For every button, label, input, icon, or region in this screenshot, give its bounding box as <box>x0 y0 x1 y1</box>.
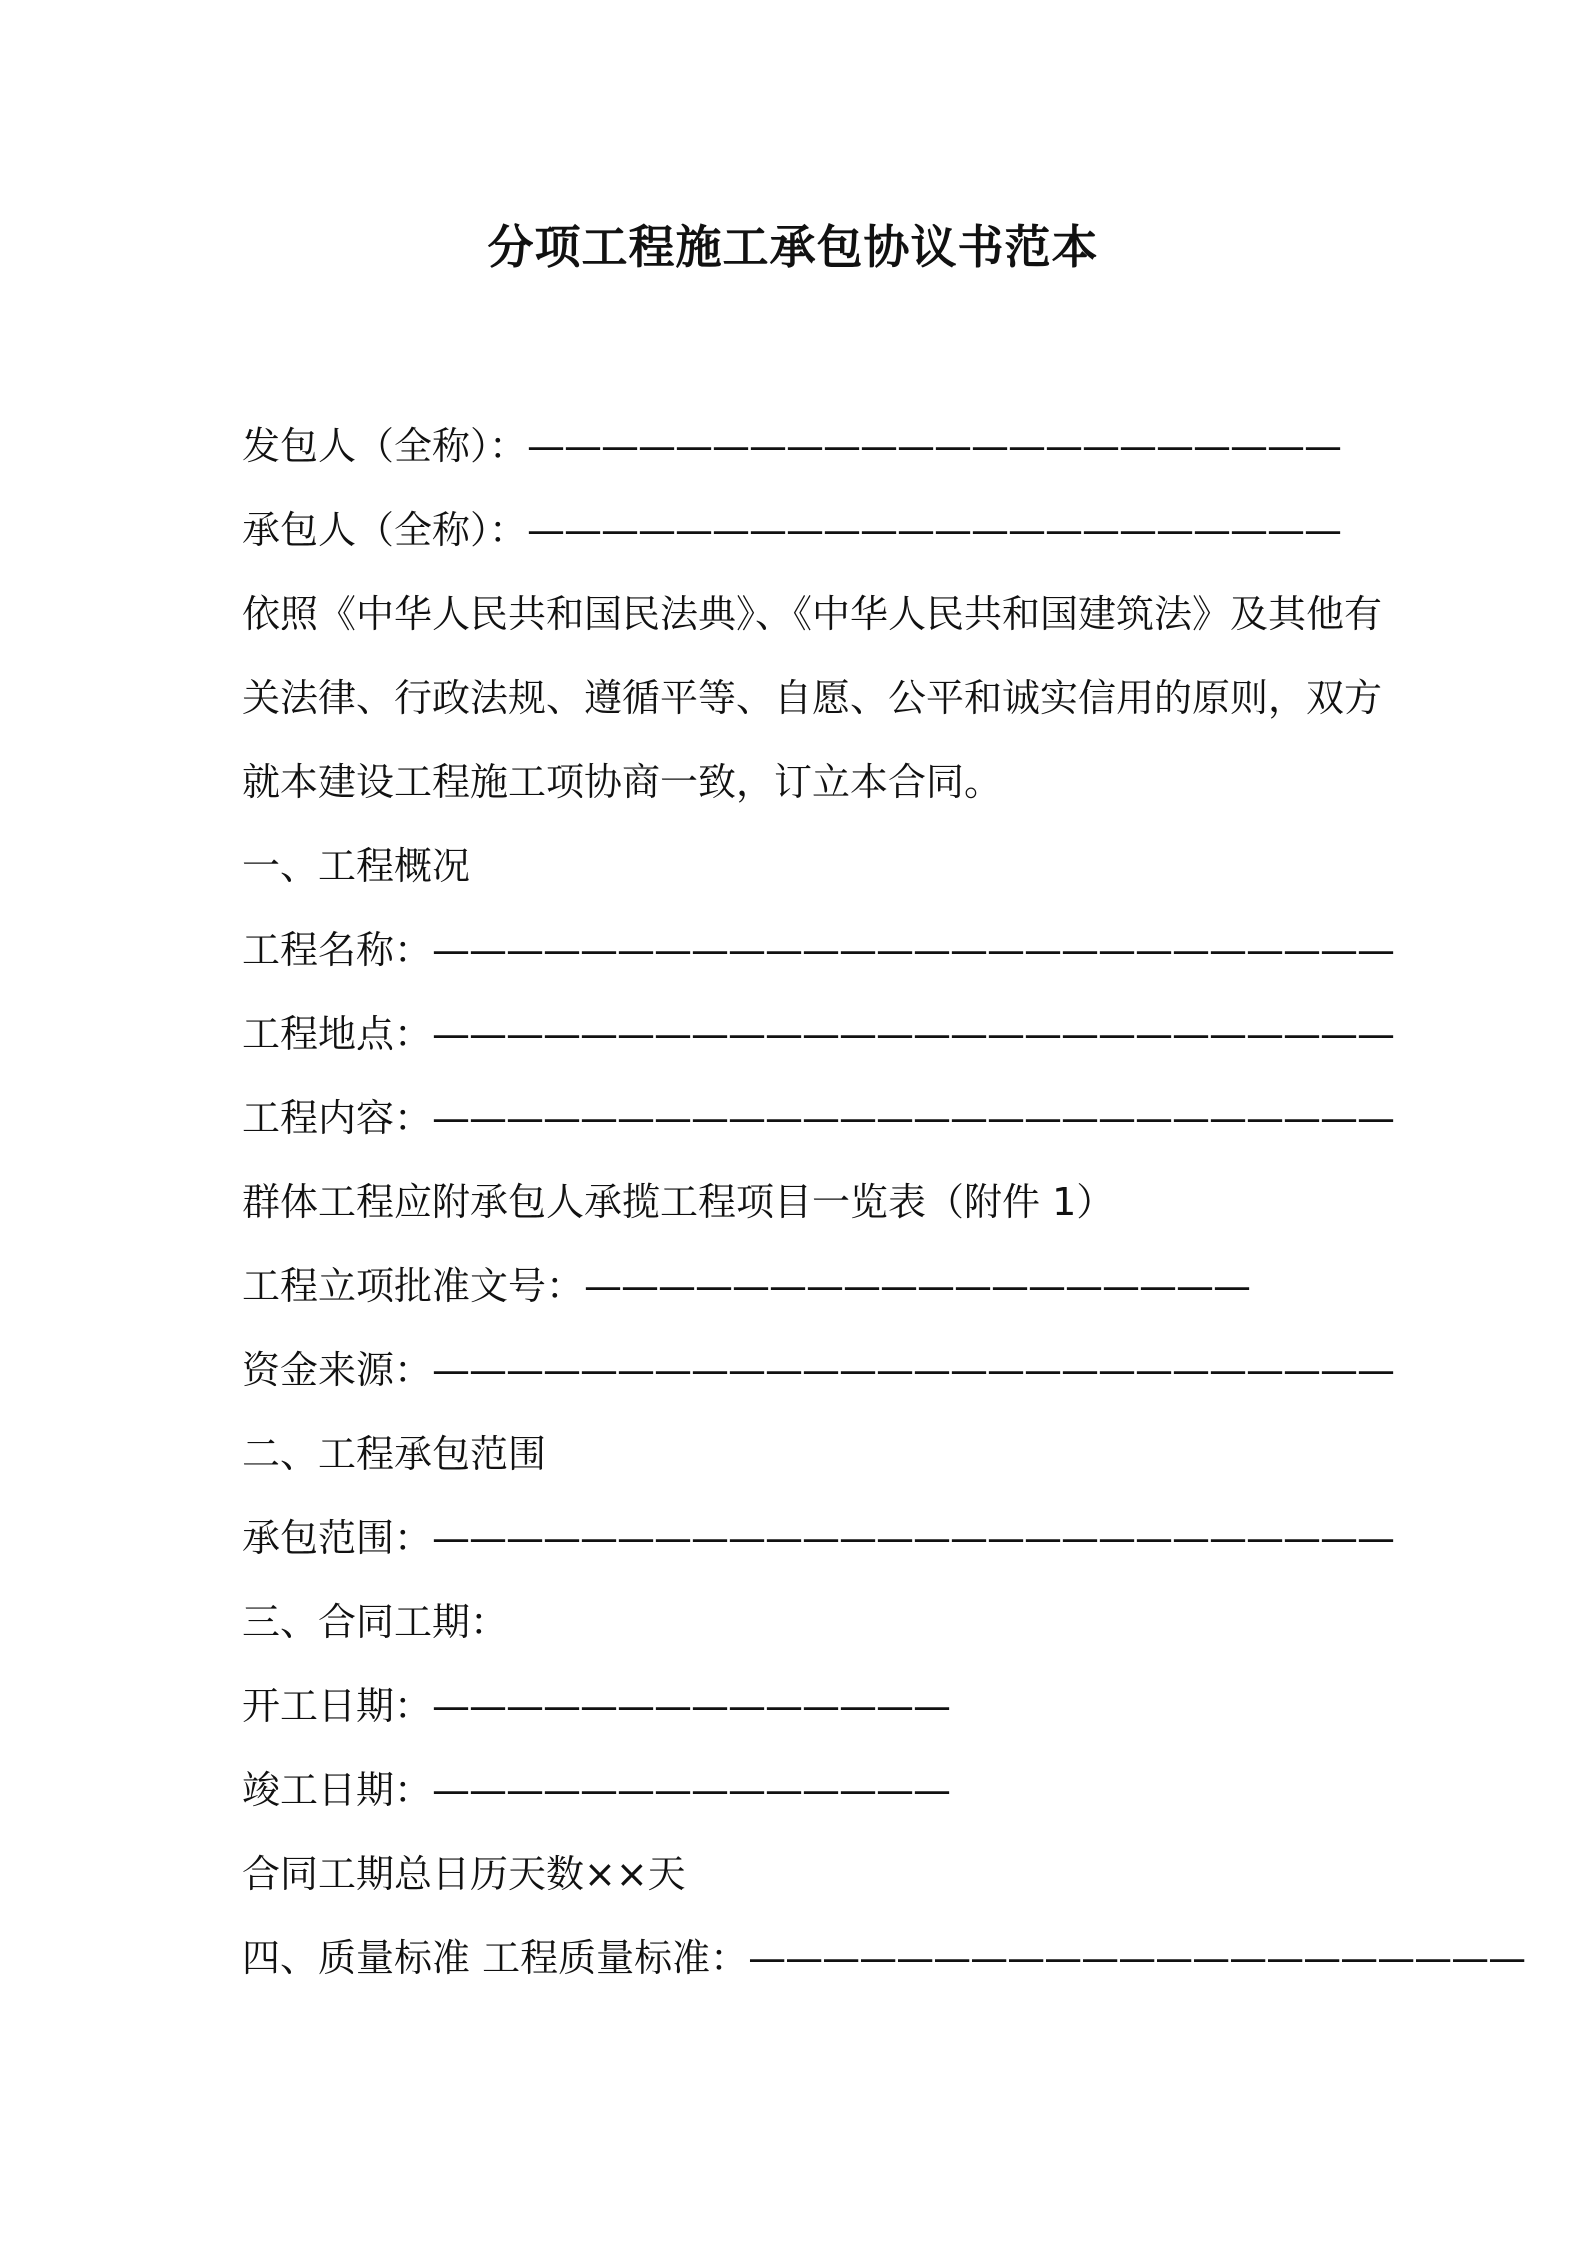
line-label: 工程立项批准文号： <box>242 1264 585 1308</box>
blank-fill: ————————————————————— <box>748 1936 1526 1980</box>
line-label: 开工日期： <box>242 1684 433 1728</box>
line-label: 关法律、行政法规、遵循平等、自愿、公平和诚实信用的原则，双方 <box>242 676 1383 720</box>
blank-fill: —————————————————————————— <box>432 1348 1395 1392</box>
paragraph-line <box>242 656 1383 740</box>
paragraph-line <box>242 1832 1358 1916</box>
blank-fill: —————————————————————————— <box>432 1012 1395 1056</box>
blank-fill: —————————————————————————— <box>432 928 1395 972</box>
section-heading <box>242 824 1358 908</box>
paragraph-line <box>242 572 1383 656</box>
document-title: 分项工程施工承包协议书范本 <box>487 220 1099 274</box>
blank-fill: —————————————————————— <box>527 424 1342 468</box>
line-label: 就本建设工程施工项协商一致，订立本合同。 <box>242 760 1003 804</box>
paragraph-line <box>242 1160 1358 1244</box>
blank-fill: —————————————— <box>432 1684 951 1728</box>
line-label: 合同工期总日历天数××天 <box>242 1852 686 1896</box>
line-label: 三、合同工期： <box>242 1600 509 1644</box>
line-label: 资金来源： <box>242 1348 433 1392</box>
line-contract-scope <box>242 1496 1395 1580</box>
line-project-name <box>242 908 1395 992</box>
blank-fill: —————————————————— <box>584 1264 1251 1308</box>
line-label: 群体工程应附承包人承揽工程项目一览表（附件 1） <box>242 1180 1115 1224</box>
line-completion-date <box>242 1748 1358 1832</box>
line-label: 一、工程概况 <box>242 844 471 888</box>
document-body <box>242 404 1526 2000</box>
section-heading <box>242 1412 1358 1496</box>
line-label: 承包人（全称）： <box>242 508 528 552</box>
line-label: 依照《中华人民共和国民法典》、《中华人民共和国建筑法》及其他有 <box>242 592 1383 636</box>
blank-fill: —————————————————————————— <box>432 1516 1395 1560</box>
line-quality-standard <box>242 1916 1526 2000</box>
line-contractor <box>242 488 1358 572</box>
blank-fill: —————————————————————— <box>527 508 1342 552</box>
section-heading <box>242 1580 1358 1664</box>
paragraph-line <box>242 740 1358 824</box>
line-funding-source <box>242 1328 1395 1412</box>
line-label: 二、工程承包范围 <box>242 1432 547 1476</box>
line-label: 发包人（全称）： <box>242 424 528 468</box>
line-label: 竣工日期： <box>242 1768 433 1812</box>
line-label: 工程内容： <box>242 1096 433 1140</box>
line-project-content <box>242 1076 1395 1160</box>
line-label: 承包范围： <box>242 1516 433 1560</box>
line-start-date <box>242 1664 1358 1748</box>
line-employer <box>242 404 1358 488</box>
line-label: 工程名称： <box>242 928 433 972</box>
line-approval-number <box>242 1244 1358 1328</box>
blank-fill: —————————————— <box>432 1768 951 1812</box>
line-label: 四、质量标准 工程质量标准： <box>242 1936 749 1980</box>
line-label: 工程地点： <box>242 1012 433 1056</box>
line-project-location <box>242 992 1395 1076</box>
blank-fill: —————————————————————————— <box>432 1096 1395 1140</box>
